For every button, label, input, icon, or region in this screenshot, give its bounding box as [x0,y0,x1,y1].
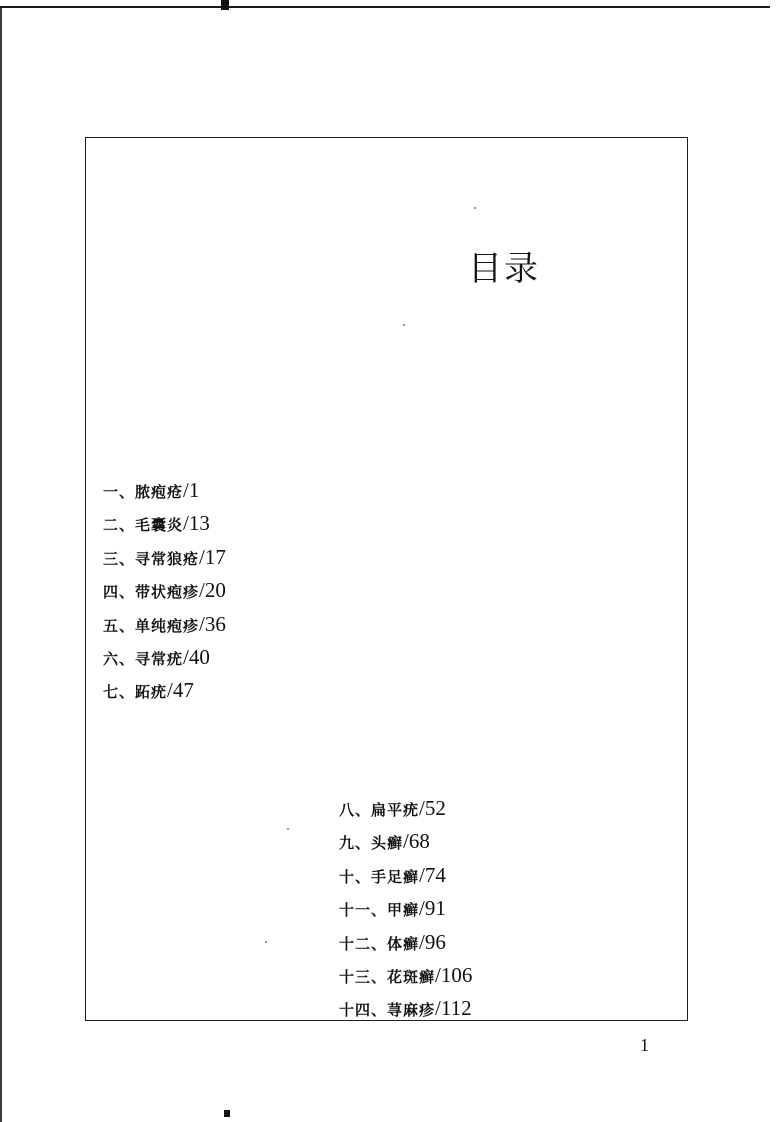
scan-speck [287,828,289,830]
toc-entry-label: 一、脓疱疮 [103,483,184,501]
toc-entry-page: /47 [167,678,194,703]
toc-entry-label: 三、寻常狼疮 [103,549,200,568]
toc-entry-label: 六、寻常疣 [103,649,184,668]
scan-speck [265,941,267,943]
toc-entry[interactable] [339,825,472,858]
toc-entry-label: 五、单纯疱疹 [103,616,200,635]
toc-entry-page: /68 [403,829,430,854]
toc-entry[interactable] [339,926,472,959]
top-scan-mark [221,0,229,10]
toc-entry-label: 十一、甲癣 [339,901,420,920]
toc-entry-page: /1 [183,478,200,502]
toc-entry-page: /20 [199,578,226,603]
toc-entry-label: 二、毛囊炎 [103,516,184,535]
toc-entry-page: /40 [183,644,210,669]
toc-list-left [103,474,226,708]
toc-entry-page: /106 [435,962,473,987]
toc-entry[interactable] [339,859,472,892]
toc-entry[interactable] [339,959,472,992]
toc-entry[interactable] [339,892,472,925]
toc-entry-label: 十二、体癣 [339,934,420,953]
toc-entry-page: /52 [419,796,446,820]
toc-entry-page: /36 [199,611,226,636]
toc-entry-page: /17 [199,544,226,569]
scan-speck [403,324,405,326]
toc-entry[interactable] [339,792,472,825]
top-scan-border [0,6,770,8]
toc-entry-label: 七、跖疣 [103,683,168,702]
toc-entry-page: /112 [435,996,472,1021]
toc-entry-page: /96 [419,929,446,954]
toc-entry[interactable] [339,992,472,1025]
toc-entry[interactable] [103,641,226,674]
page-number: 1 [640,1035,649,1055]
toc-entry-label: 四、带状疱疹 [103,583,200,602]
toc-title: 目录 [468,249,540,289]
toc-entry-page: /74 [419,862,446,887]
toc-entry-label: 八、扁平疣 [339,801,420,819]
toc-entry-page: /91 [419,896,446,921]
toc-entry[interactable] [103,674,226,707]
toc-entry-label: 十三、花斑癣 [339,967,436,986]
toc-entry-label: 十、手足癣 [339,867,420,886]
toc-entry[interactable] [103,541,226,574]
toc-entry[interactable] [103,474,226,507]
toc-entry-label: 十四、荨麻疹 [339,1001,436,1020]
left-scan-edge [0,8,2,1122]
toc-entry-page: /13 [183,511,210,536]
toc-entry-label: 九、头癣 [339,834,404,853]
toc-list-right [339,792,472,1026]
toc-entry[interactable] [103,574,226,607]
scan-speck [474,207,476,209]
toc-entry[interactable] [103,507,226,540]
bottom-scan-mark [224,1110,230,1117]
toc-entry[interactable] [103,608,226,641]
